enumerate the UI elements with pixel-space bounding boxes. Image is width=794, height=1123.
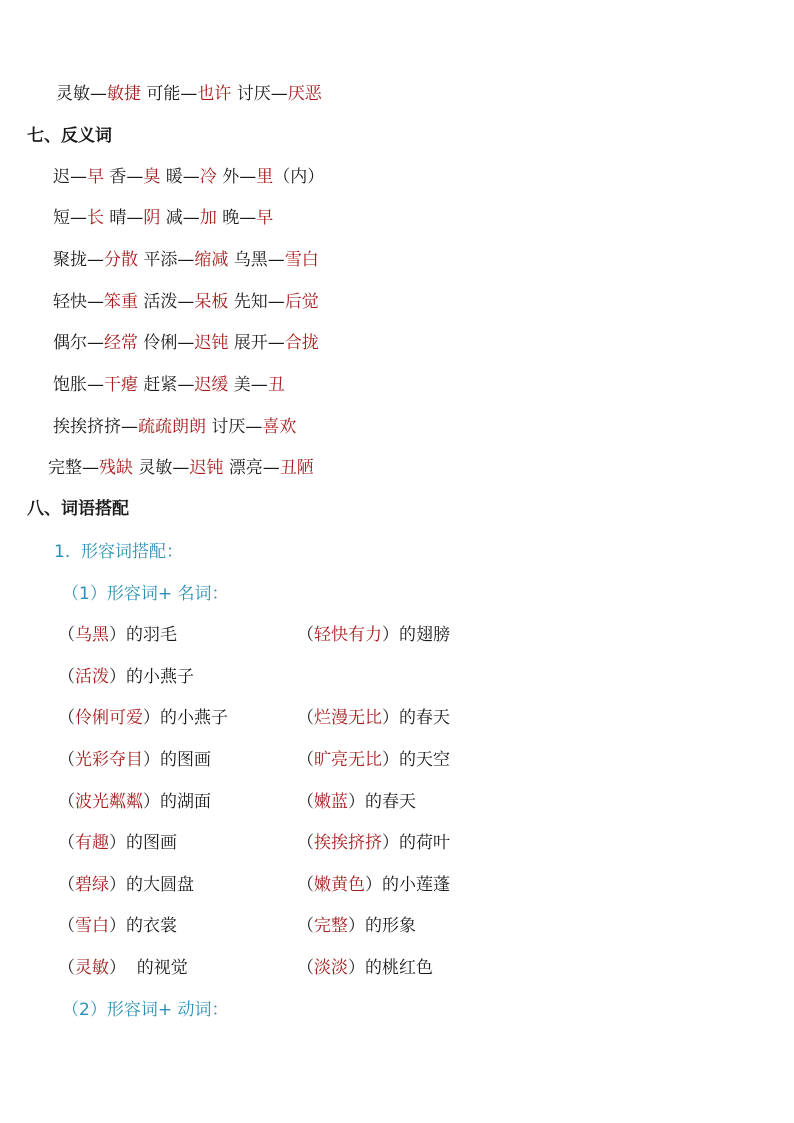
antonym-row [53,207,273,229]
antonym-segment: 干瘪 [104,375,138,395]
subsection-1b-label: （2）形容词+ 动词： [62,1000,229,1020]
antonym-segment: 臭 [143,167,161,187]
antonym-segment: 外— [216,167,257,187]
antonym-segment: 讨厌— [206,417,263,437]
paren-open: （ [297,916,314,936]
collocation-item [297,874,450,896]
antonym-segment: 疏疏朗朗 [138,417,206,437]
antonym-segment: 残缺 [99,458,133,478]
collocation-word: 烂漫无比 [314,708,382,728]
synonym-segment: 可能— [141,84,198,104]
collocation-noun: ）的翅膀 [382,625,450,645]
collocation-word: 波光粼粼 [75,792,143,812]
paren-open: （ [58,833,75,853]
antonym-segment: 偶尔— [53,333,104,353]
antonym-segment: 晚— [216,208,257,228]
antonym-segment: 里 [256,167,274,187]
collocation-noun: ）的小燕子 [109,667,194,687]
collocation-noun: ）的湖面 [143,792,211,812]
collocation-noun: ）的图画 [143,750,211,770]
antonym-segment: 笨重 [104,292,138,312]
collocation-noun: ）的春天 [348,792,416,812]
paren-open: （ [58,875,75,895]
antonym-segment: 迟钝 [189,458,224,478]
collocation-word: 活泼 [75,667,109,687]
paren-open: （ [58,667,75,687]
collocation-word: 乌黑 [75,625,109,645]
collocation-noun: ） 的视觉 [109,958,188,978]
section-7-heading: 七、反义词 [27,126,112,146]
collocation-item [58,915,177,937]
antonym-segment: 轻快— [53,292,104,312]
antonym-row [53,416,296,438]
collocation-item [297,624,450,646]
paren-open: （ [297,708,314,728]
collocation-item [58,624,177,646]
antonym-segment: 长 [87,208,104,228]
antonym-segment: 伶俐— [138,333,195,353]
antonym-segment: 加 [199,208,217,228]
collocation-word: 完整 [314,916,348,936]
synonym-segment: 讨厌— [231,84,288,104]
antonym-segment: 晴— [104,208,144,228]
collocation-word: 伶俐可爱 [75,708,143,728]
antonym-segment: 完整— [48,458,99,478]
collocation-item [58,832,177,854]
antonym-segment: 冷 [199,167,217,187]
antonym-row [53,291,319,313]
paren-open: （ [297,625,314,645]
antonym-segment: 短— [53,208,87,228]
antonym-row [53,249,319,271]
antonym-segment: 展开— [228,333,285,353]
paren-open: （ [297,875,314,895]
collocation-item [58,707,228,729]
collocation-noun: ）的图画 [109,833,177,853]
collocation-noun: ）的桃红色 [348,958,433,978]
collocation-word: 雪白 [75,916,109,936]
antonym-segment: 分散 [104,250,138,270]
collocation-word: 光彩夺目 [75,750,143,770]
collocation-item [297,832,450,854]
collocation-word: 淡淡 [314,958,348,978]
collocation-noun: ）的荷叶 [382,833,450,853]
antonym-segment: 呆板 [194,292,229,312]
synonym-segment: 敏捷 [107,84,141,104]
antonym-segment: 香— [104,167,144,187]
subsection-1a-label: （1）形容词+ 名词： [62,584,229,604]
collocation-item [297,791,416,813]
antonym-segment: 聚拢— [53,250,104,270]
antonym-segment: 挨挨挤挤— [53,417,138,437]
synonym-line [56,83,322,105]
antonym-segment: 丑陋 [279,458,314,478]
paren-open: （ [58,916,75,936]
antonym-segment: 迟— [53,167,87,187]
antonym-row [48,457,314,479]
antonym-segment: 灵敏— [133,458,190,478]
antonym-segment: 经常 [104,333,138,353]
antonym-segment: 缩减 [194,250,229,270]
antonym-segment: （内） [273,167,325,187]
collocation-word: 灵敏 [75,958,109,978]
collocation-noun: ）的小燕子 [143,708,228,728]
collocation-item [58,749,211,771]
collocation-item [58,957,188,979]
antonym-segment: 平添— [138,250,195,270]
antonym-row [53,166,324,188]
collocation-noun: ）的形象 [348,916,416,936]
antonym-segment: 饱胀— [53,375,104,395]
antonym-row [53,374,285,396]
collocation-item [297,915,416,937]
collocation-word: 碧绿 [75,875,109,895]
paren-open: （ [58,625,75,645]
antonym-segment: 后觉 [284,292,319,312]
collocation-noun: ）的衣裳 [109,916,177,936]
collocation-word: 嫩蓝 [314,792,348,812]
antonym-segment: 早 [256,208,274,228]
antonym-row [53,332,319,354]
antonym-segment: 迟钝 [194,333,229,353]
antonym-segment: 喜欢 [262,417,297,437]
paren-open: （ [58,708,75,728]
collocation-noun: ）的大圆盘 [109,875,194,895]
antonym-segment: 漂亮— [223,458,280,478]
collocation-word: 有趣 [75,833,109,853]
section-8-heading: 八、词语搭配 [27,499,129,519]
collocation-item [297,957,433,979]
collocation-word: 轻快有力 [314,625,382,645]
paren-open: （ [297,958,314,978]
collocation-item [58,666,194,688]
antonym-segment: 雪白 [284,250,319,270]
paren-open: （ [58,792,75,812]
synonym-segment: 也许 [197,84,232,104]
collocation-item [297,749,450,771]
collocation-item [58,791,211,813]
antonym-segment: 美— [228,375,268,395]
collocation-word: 旷亮无比 [314,750,382,770]
subsection-1-label: 1. 形容词搭配： [54,542,184,562]
paren-open: （ [297,792,314,812]
paren-open: （ [58,750,75,770]
antonym-segment: 暖— [160,167,200,187]
collocation-word: 挨挨挤挤 [314,833,382,853]
antonym-segment: 赶紧— [138,375,195,395]
collocation-noun: ）的小莲蓬 [365,875,450,895]
antonym-segment: 减— [160,208,200,228]
synonym-segment: 厌恶 [287,84,322,104]
antonym-segment: 早 [87,167,104,187]
collocation-item [58,874,194,896]
antonym-segment: 阴 [143,208,161,228]
antonym-segment: 合拢 [284,333,319,353]
paren-open: （ [297,833,314,853]
antonym-segment: 乌黑— [228,250,285,270]
collocation-noun: ）的天空 [382,750,450,770]
antonym-segment: 活泼— [138,292,195,312]
paren-open: （ [297,750,314,770]
collocation-item [297,707,450,729]
collocation-noun: ）的羽毛 [109,625,177,645]
synonym-segment: 灵敏— [56,84,107,104]
antonym-segment: 迟缓 [194,375,229,395]
antonym-segment: 丑 [267,375,285,395]
antonym-segment: 先知— [228,292,285,312]
paren-open: （ [58,958,75,978]
collocation-noun: ）的春天 [382,708,450,728]
collocation-word: 嫩黄色 [314,875,365,895]
